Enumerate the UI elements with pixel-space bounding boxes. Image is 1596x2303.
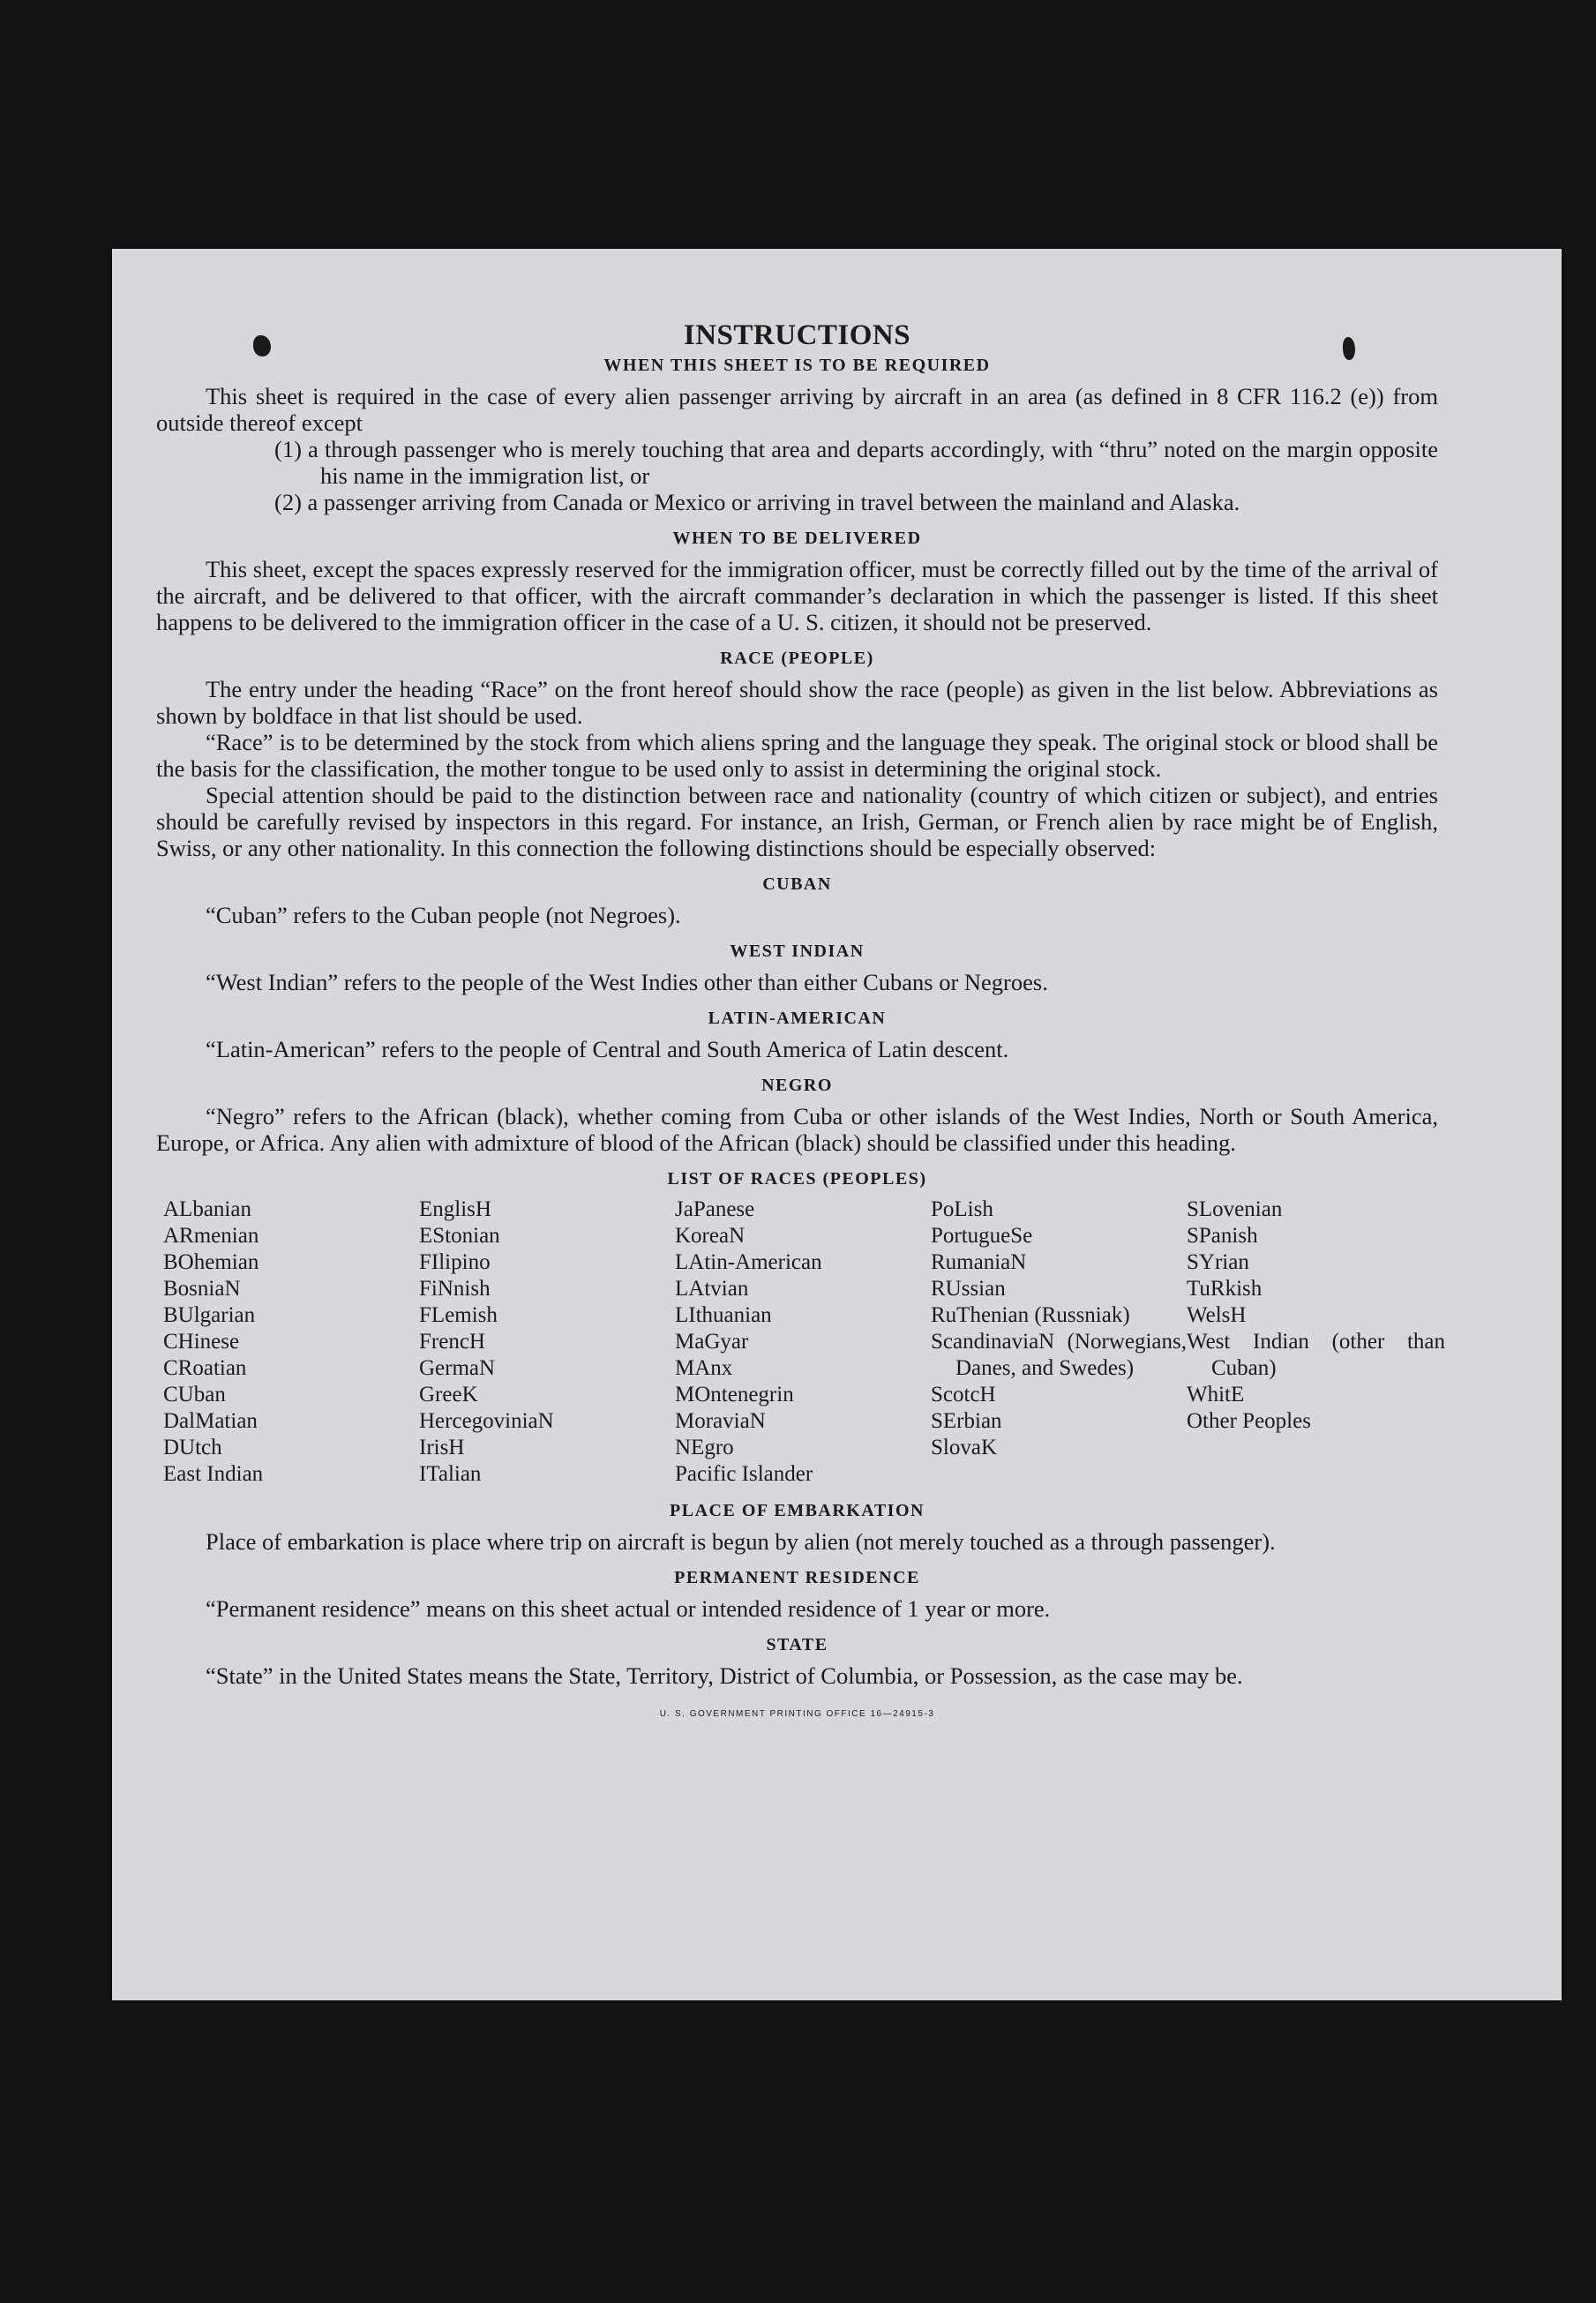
race-item: NEgro <box>675 1436 734 1459</box>
race-item: GermaN <box>419 1356 496 1380</box>
embarkation-text: Place of embarkation is place where trip on aircraft is begun by alien (not merely touched as a through passenger). <box>206 1528 1276 1555</box>
race-item: SErbian <box>931 1409 1002 1433</box>
race-item: DalMatian <box>163 1409 258 1433</box>
race-item: ALbanian <box>163 1197 251 1221</box>
race-item: EStonian <box>419 1224 500 1248</box>
race-item: CHinese <box>163 1330 240 1354</box>
race-item: FLemish <box>419 1303 498 1327</box>
race-paragraph-3: Special attention should be paid to the distinction between race and nationality (country of which citizen or subject), and entries should be carefully revised by inspectors in this regard. For instance, an Irish, German, or French alien by race might be of English, Swiss, or any other nationality. In this connection the following distinctions should be especially observed: <box>156 782 1438 861</box>
race-item: RUssian <box>931 1277 1006 1301</box>
race-item: LAtvian <box>675 1277 749 1301</box>
race-paragraph-2: “Race” is to be determined by the stock from which aliens spring and the language they speak. The original stock or blood shall be the basis for the classification, the mother tongue to be used only to assist in determining the original stock. <box>156 729 1438 782</box>
race-item: WhitE <box>1187 1383 1245 1407</box>
cuban-text: “Cuban” refers to the Cuban people (not Negroes). <box>206 902 681 928</box>
when-delivered-text: This sheet, except the spaces expressly reserved for the immigration officer, must be correctly filled out by the time of the arrival of the aircraft, and be delivered to that officer, with the aircraft commander’s declaration in which the passenger is listed. If this sheet happens to be delivered to the immigration officer in the case of a U. S. citizen, it should not be preserved. <box>156 556 1438 635</box>
races-column-4 <box>931 1197 1187 1488</box>
race-item: EnglisH <box>419 1197 491 1221</box>
race-item: CRoatian <box>163 1356 247 1380</box>
section-heading-state: STATE <box>766 1635 828 1654</box>
races-column-2 <box>419 1197 675 1488</box>
race-item: IrisH <box>419 1436 465 1459</box>
race-item: ScotcH <box>931 1383 996 1407</box>
when-required-item-2: (2) a passenger arriving from Canada or Mexico or arriving in travel between the mainland and Alaska. <box>274 489 1240 515</box>
race-item: ITalian <box>419 1462 482 1486</box>
race-item: BOhemian <box>163 1250 259 1274</box>
race-item: RumaniaN <box>931 1250 1027 1274</box>
race-item: SLovenian <box>1187 1197 1283 1221</box>
page-title: INSTRUCTIONS <box>683 319 911 351</box>
west-indian-text: “West Indian” refers to the people of the West Indies other than either Cubans or Negroes. <box>206 969 1048 995</box>
race-item: MOntenegrin <box>675 1383 794 1407</box>
race-item: BUlgarian <box>163 1303 256 1327</box>
section-heading-list-of-races: LIST OF RACES (PEOPLES) <box>667 1169 927 1189</box>
race-item: ScandinaviaN (Norwegians, Danes, and Swedes) <box>931 1330 1187 1380</box>
negro-text: “Negro” refers to the African (black), whether coming from Cuba or other islands of the West Indies, North or South America, Europe, or Africa. Any alien with admixture of blood of the African (black) should be classified under this heading. <box>156 1103 1438 1156</box>
document-content <box>156 319 1445 1728</box>
race-item: East Indian <box>163 1462 264 1486</box>
race-item: PortugueSe <box>931 1224 1033 1248</box>
races-column-5 <box>1187 1197 1445 1488</box>
latin-american-text: “Latin-American” refers to the people of Central and South America of Latin descent. <box>206 1036 1009 1062</box>
race-item: RuThenian (Russniak) <box>931 1303 1130 1327</box>
race-item: GreeK <box>419 1383 478 1407</box>
residence-text: “Permanent residence” means on this sheet actual or intended residence of 1 year or more. <box>206 1595 1051 1622</box>
document-page <box>112 249 1562 2000</box>
section-heading-west-indian: WEST INDIAN <box>730 941 865 961</box>
race-item: TuRkish <box>1187 1277 1263 1301</box>
section-heading-negro: NEGRO <box>761 1076 833 1095</box>
race-paragraph-1: The entry under the heading “Race” on the front hereof should show the race (people) as given in the list below. Abbreviations as shown by boldface in that list should be used. <box>156 676 1438 729</box>
race-item: CUban <box>163 1383 226 1407</box>
section-heading-residence: PERMANENT RESIDENCE <box>674 1568 920 1587</box>
race-item: SYrian <box>1187 1250 1249 1274</box>
race-item: MoraviaN <box>675 1409 766 1433</box>
section-heading-embarkation: PLACE OF EMBARKATION <box>670 1501 925 1520</box>
race-item: LIthuanian <box>675 1303 772 1327</box>
section-heading-when-delivered: WHEN TO BE DELIVERED <box>672 529 922 548</box>
race-item: SPanish <box>1187 1224 1258 1248</box>
race-item: Pacific Islander <box>675 1462 813 1486</box>
race-item: BosniaN <box>163 1277 241 1301</box>
race-item: FIlipino <box>419 1250 491 1274</box>
races-column-3 <box>675 1197 931 1488</box>
race-item: PoLish <box>931 1197 993 1221</box>
race-item: WelsH <box>1187 1303 1247 1327</box>
race-item: HercegoviniaN <box>419 1409 554 1433</box>
race-item: West Indian (other than Cuban) <box>1187 1330 1445 1380</box>
section-heading-race: RACE (PEOPLE) <box>720 649 874 668</box>
races-list <box>163 1197 1445 1488</box>
race-item: FrencH <box>419 1330 485 1354</box>
section-heading-latin-american: LATIN-AMERICAN <box>708 1009 887 1028</box>
race-item: KoreaN <box>675 1224 746 1248</box>
state-text: “State” in the United States means the State, Territory, District of Columbia, or Possession, as the case may be. <box>206 1662 1243 1689</box>
printer-imprint: U. S. GOVERNMENT PRINTING OFFICE 16—24915-3 <box>659 1709 935 1719</box>
section-heading-when-required: WHEN THIS SHEET IS TO BE REQUIRED <box>603 356 991 375</box>
race-item: LAtin-American <box>675 1250 822 1274</box>
when-required-item-1: (1) a through passenger who is merely touching that area and departs accordingly, with “thru” noted on the margin opposite his name in the immigration list, or <box>274 436 1438 489</box>
race-item: MaGyar <box>675 1330 749 1354</box>
races-column-1 <box>163 1197 419 1488</box>
race-item: FiNnish <box>419 1277 491 1301</box>
race-item: MAnx <box>675 1356 733 1380</box>
race-item: SlovaK <box>931 1436 997 1459</box>
section-heading-cuban: CUBAN <box>762 874 832 894</box>
race-item: JaPanese <box>675 1197 755 1221</box>
when-required-intro: This sheet is required in the case of every alien passenger arriving by aircraft in an area (as defined in 8 CFR 116.2 (e)) from outside thereof except <box>156 383 1438 436</box>
race-item: DUtch <box>163 1436 222 1459</box>
race-item: Other Peoples <box>1187 1409 1311 1433</box>
race-item: ARmenian <box>163 1224 259 1248</box>
